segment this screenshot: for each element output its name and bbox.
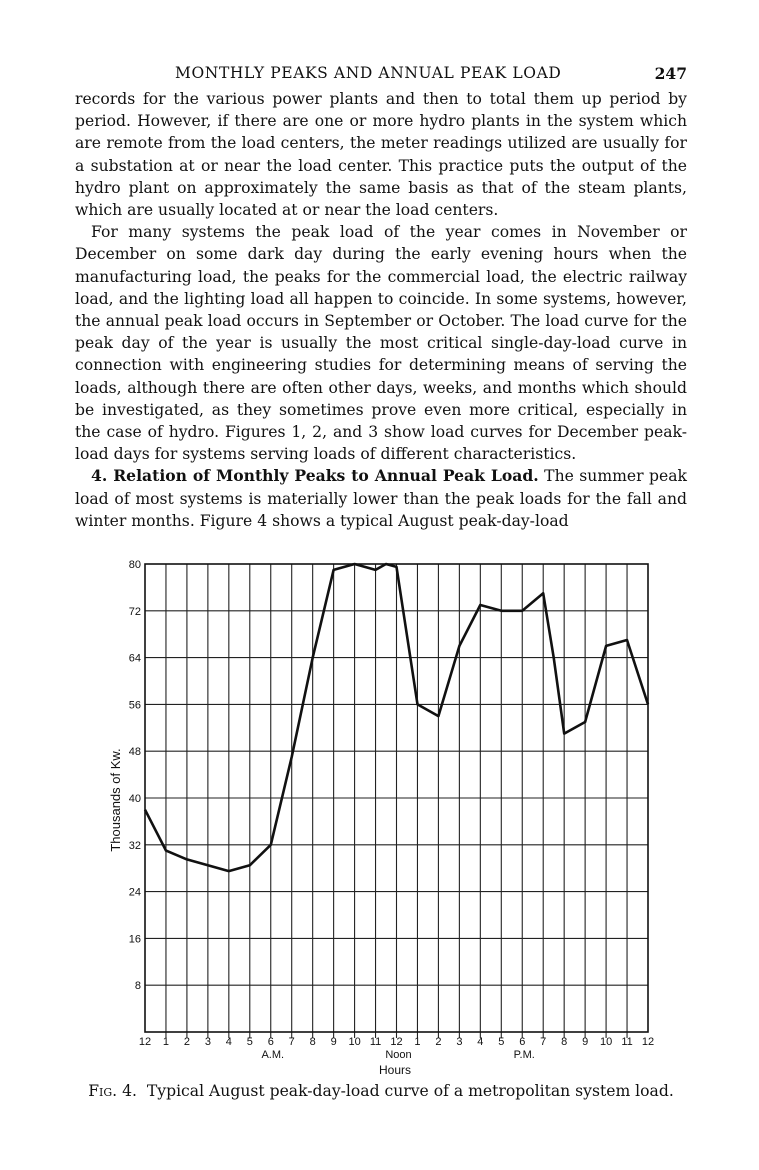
x-tick-label: 6	[267, 1036, 274, 1048]
x-tick-label: 8	[561, 1036, 568, 1048]
x-tick-label: 12	[641, 1036, 655, 1048]
x-tick-label: 3	[204, 1036, 211, 1048]
paragraph-3-text: The summer peak load of most systems is materially lower than the peak loads for the fall and winter months. Figure 4 shows a typical August peak-day-load	[75, 467, 688, 530]
figure-caption	[75, 1082, 687, 1100]
x-tick-label: 11	[621, 1036, 633, 1048]
y-tick-label: 40	[128, 793, 141, 805]
vertical-gridlines	[166, 564, 627, 1038]
caption-label: Fig. 4.	[88, 1082, 137, 1100]
y-tick-label: 56	[128, 699, 141, 712]
running-title: MONTHLY PEAKS AND ANNUAL PEAK LOAD	[175, 64, 562, 82]
x-tick-label: 2	[183, 1036, 190, 1048]
x-tick-label: 12	[390, 1036, 403, 1048]
y-tick-label: 32	[128, 839, 141, 852]
paragraph-2: For many systems the peak load of the year comes in November or December on some dark day during the early evening hours when the manufacturing load, the peaks for the commercial load, the electric railway load, and the lighting load all happen to coincide. In some systems, however, the annual peak load occurs in September or October. The load curve for the peak day of the year is usually the most critical single-day-load curve in connection with engineering studies for determining means of serving the loads, although there are often other days, weeks, and months which should be investigated, as they sometimes prove even more critical, especially in the case of hydro. Figures 1, 2, and 3 show load curves for December peak-load days for systems serving loads of different characteristics.	[75, 223, 687, 464]
x-tick-label: 9	[330, 1036, 337, 1048]
y-tick-label: 24	[128, 886, 141, 899]
x-tick-label: 10	[599, 1036, 613, 1048]
x-tick-label: 1	[414, 1036, 421, 1048]
x-tick-label: 5	[498, 1036, 505, 1048]
x-sublabel: P.M.	[513, 1049, 535, 1061]
paragraph-1: records for the various power plants and then to total them up period by period. However, if there are one or more hydro plants in the system which are remote from the load centers, the meter readings utilized are usually for a substation at or near the load center. This practice puts the output of the hydro plant on approximately the same basis as that of the steam plants, which are usually located at or near the load centers.	[75, 90, 687, 220]
x-tick-label: 10	[348, 1036, 361, 1048]
x-tick-label: 11	[369, 1036, 382, 1048]
page-number: 247	[654, 64, 687, 83]
x-tick-label: 5	[246, 1036, 253, 1048]
y-tick-label: 48	[128, 746, 141, 759]
y-tick-label: 8	[134, 980, 141, 993]
section-title: 4. Relation of Monthly Peaks to Annual Peak Load.	[91, 466, 539, 486]
y-tick-labels	[129, 559, 141, 992]
x-tick-label: 8	[309, 1036, 316, 1048]
x-tick-label: 7	[540, 1036, 547, 1048]
x-tick-label: 12	[138, 1036, 152, 1048]
y-tick-label: 80	[128, 559, 141, 571]
y-axis-label: Thousands of Kw.	[108, 748, 123, 852]
paragraph-3	[75, 465, 687, 532]
y-tick-label: 16	[128, 933, 141, 946]
x-axis-label: Hours	[378, 1063, 412, 1077]
x-tick-label: 9	[582, 1036, 589, 1048]
y-tick-label: 72	[128, 605, 141, 618]
body-text	[75, 88, 687, 532]
x-sublabels	[261, 1049, 534, 1061]
x-sublabel: Noon	[385, 1049, 412, 1061]
x-tick-label: 2	[435, 1036, 442, 1048]
x-tick-label: 6	[519, 1036, 526, 1048]
x-sublabel: A.M.	[261, 1049, 285, 1061]
y-tick-label: 64	[128, 652, 141, 665]
x-tick-label: 4	[477, 1036, 484, 1048]
load-curve-figure	[0, 552, 759, 1092]
x-tick-label: 3	[456, 1036, 463, 1048]
x-tick-labels	[139, 1036, 654, 1048]
x-tick-label: 7	[288, 1036, 295, 1048]
x-tick-label: 1	[162, 1036, 170, 1048]
x-tick-label: 4	[225, 1036, 232, 1048]
running-head	[75, 64, 687, 86]
caption-text: Typical August peak-day-load curve of a metropolitan system load.	[146, 1082, 674, 1100]
